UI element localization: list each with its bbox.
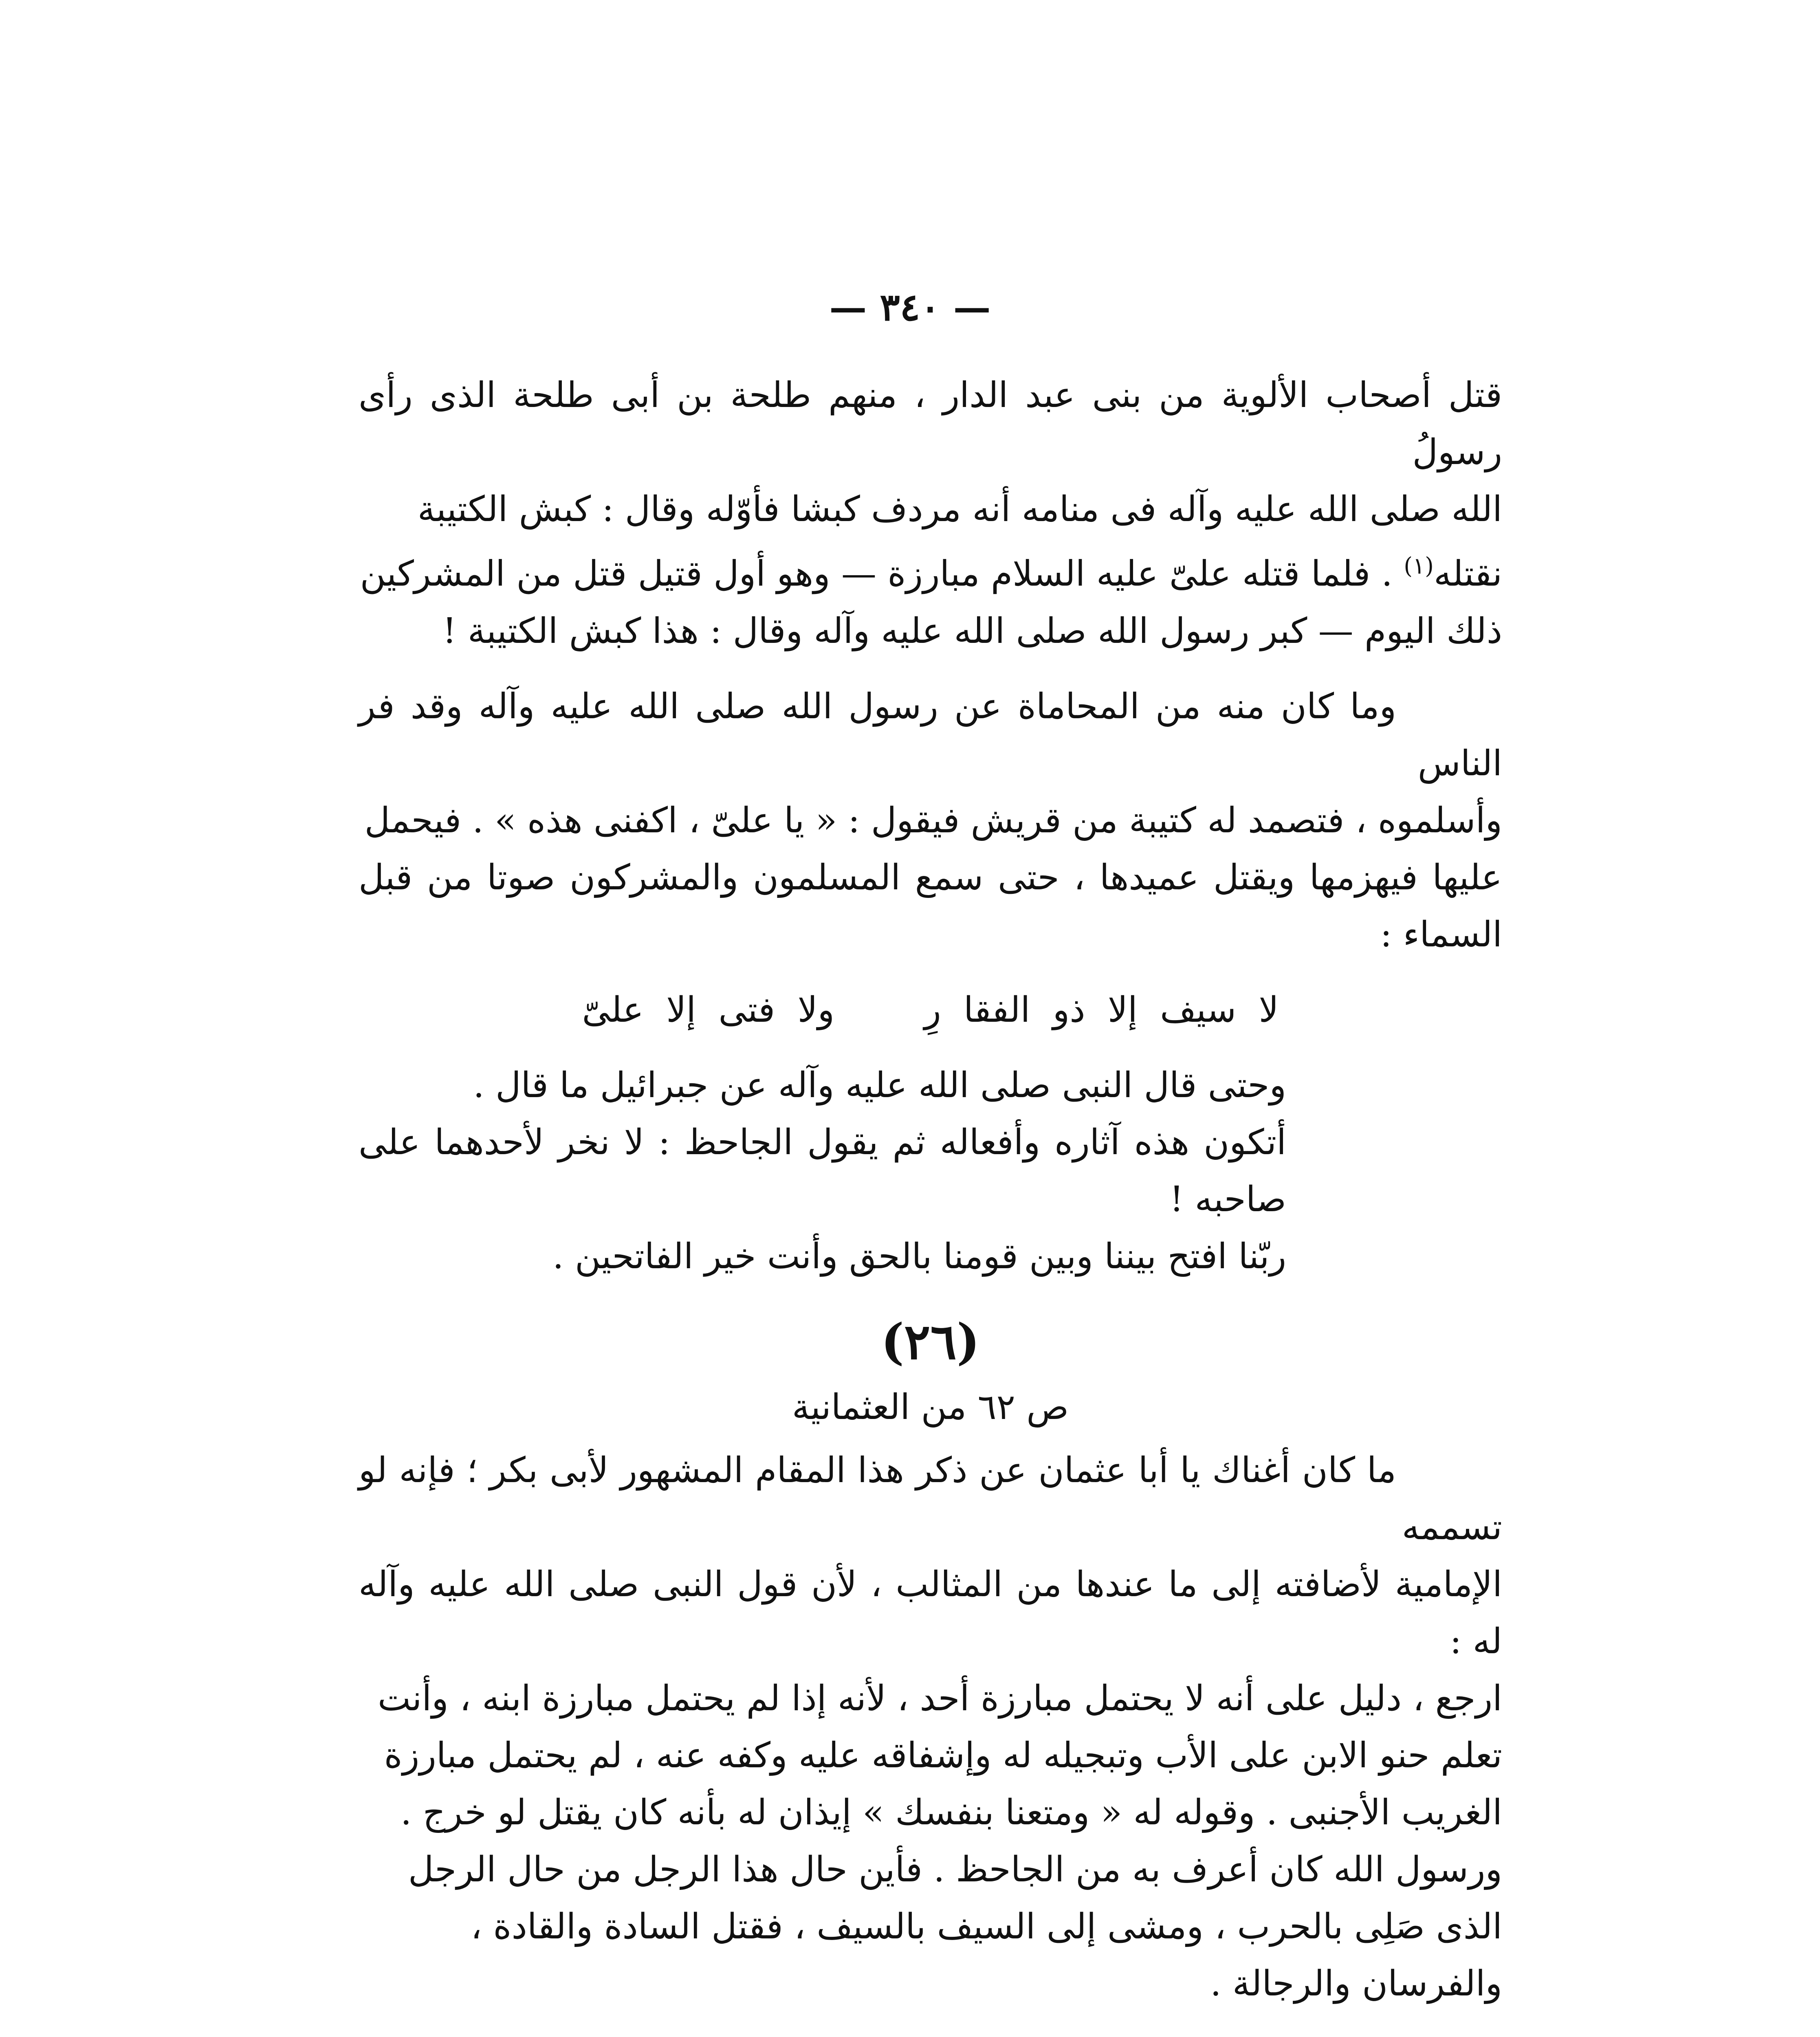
text-line: والفرسان والرجالة . [1210,1963,1502,2004]
text-line: قتل أصحاب الألوية من بنى عبد الدار ، منهم طلحة بن أبى طلحة الذى رأى رسولُ [359,375,1502,473]
page-body [359,367,1502,2012]
text-line: وأسلموه ، فتصمد له كتيبة من قريش فيقول : « يا علىّ ، اكفنى هذه » . فيحمل [364,800,1502,841]
text-line: الغريب الأجنبى . وقوله له « ومتعنا بنفسك » إيذان له بأنه كان يقتل لو خرج . [401,1792,1502,1833]
text-line: وما كان منه من المحاماة عن رسول الله صلى الله عليه وآله وقد فر الناس [359,686,1502,784]
text-line: ما كان أغناك يا أبا عثمان عن ذكر هذا المقام المشهور لأبى بكر ؛ فإنه لو تسممه [359,1450,1502,1548]
poem-hemistich: ولا فتى إلا علىّ [582,989,835,1030]
text-line: عليها فيهزمها ويقتل عميدها ، حتى سمع المسلمون والمشركون صوتا من قبل السماء : [359,857,1502,955]
text-line: أتكون هذه آثاره وأفعاله ثم يقول الجاحظ : لا نخر لأحدهما على صاحبه ! [359,1122,1286,1220]
section-number: (٢٦) [881,1313,980,1370]
text-line: ارجع ، دليل على أنه لا يحتمل مبارزة أحد ، لأنه إذا لم يحتمل مبارزة ابنه ، وأنت [377,1678,1502,1719]
text-fragment: نقتله [1434,553,1502,594]
text-line [359,538,1502,603]
text-line: ورسول الله كان أعرف به من الجاحظ . فأين حال هذا الرجل من حال الرجل [408,1849,1502,1890]
text-line: الله صلى الله عليه وآله فى منامه أنه مردف كبشا فأوّله وقال : كبش الكتيبة [417,489,1502,530]
text-line: الإمامية لأضافته إلى ما عندها من المثالب ، لأن قول النبى صلى الله عليه وآله له : [359,1564,1502,1662]
section-source: ص ٦٢ من العثمانية [792,1386,1069,1428]
footnote-ref: (١) [1404,553,1434,579]
text-line: الذى صَلِى بالحرب ، ومشى إلى السيف بالسيف ، فقتل السادة والقادة ، [471,1906,1502,1947]
text-line: ذلك اليوم — كبر رسول الله صلى الله عليه وآله وقال : هذا كبش الكتيبة ! [442,610,1502,651]
page-number: — ٣٤٠ — [829,285,991,329]
text-line: تعلم حنو الابن على الأب وتبجيله له وإشفاقه عليه وكفه عنه ، لم يحتمل مبارزة [384,1735,1502,1776]
text-fragment: . فلما قتله علىّ عليه السلام مبارزة — وهو أول قتيل قتل من المشركين [360,553,1404,594]
text-line: ربّنا افتح بيننا وبين قومنا بالحق وأنت خير الفاتحين . [552,1236,1286,1277]
text-line: وحتى قال النبى صلى الله عليه وآله عن جبرائيل ما قال . [473,1065,1286,1106]
poem-hemistich: لا سيف إلا ذو الفقا رِ [924,989,1279,1030]
poem-verse [359,981,1502,1038]
